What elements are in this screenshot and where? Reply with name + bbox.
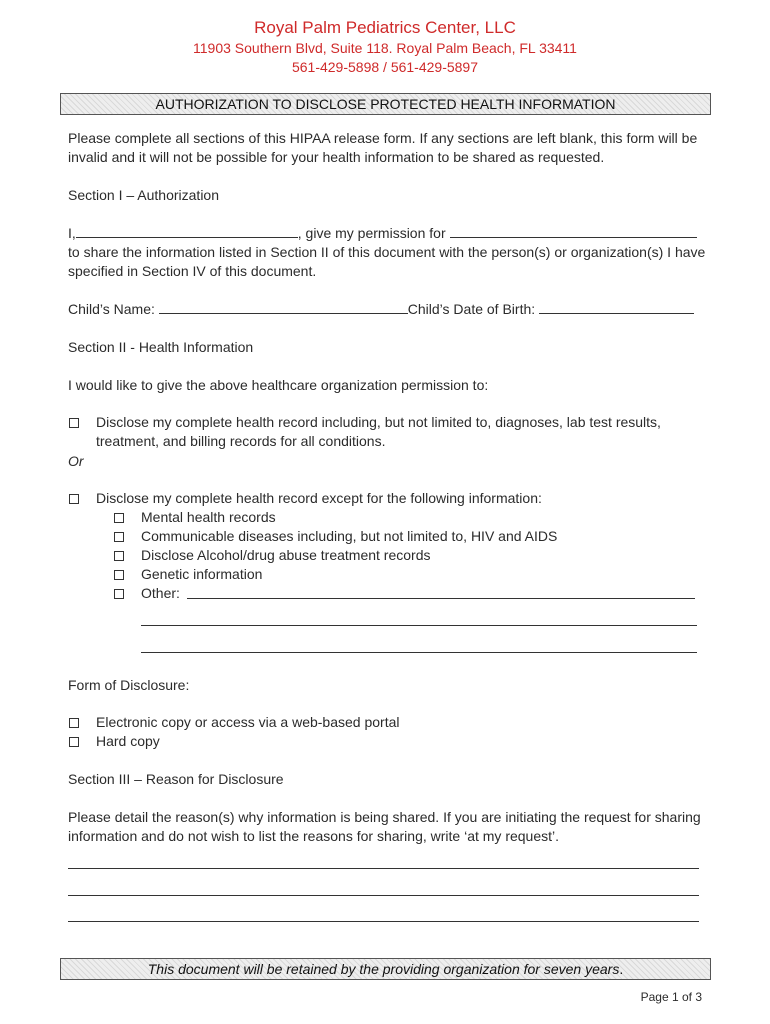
authorization-body: to share the information listed in Section II of this document with the person(s) or organization(s) I have specified in Section IV of this document. [68, 244, 706, 279]
hard-copy-checkbox[interactable] [69, 737, 79, 747]
recipient-organization-field[interactable] [450, 224, 697, 238]
section-1-subtitle: Authorization [137, 187, 219, 203]
child-info-line [68, 300, 694, 319]
exception-substance-abuse: Disclose Alcohol/drug abuse treatment records [141, 547, 431, 563]
hard-copy-option: Hard copy [96, 733, 160, 749]
section-2-intro: I would like to give the above healthcare organization permission to: [68, 377, 489, 393]
organization-phones: 561-429-5898 / 561-429-5897 [291, 59, 479, 75]
child-dob-label: Child’s Date of Birth: [407, 301, 536, 317]
electronic-copy-option: Electronic copy or access via a web-based portal [96, 714, 400, 730]
section-2-title: Section II - [68, 339, 135, 355]
other-field-line-1[interactable] [187, 598, 695, 599]
section-2-heading [68, 338, 253, 357]
reason-line-1[interactable] [68, 868, 699, 869]
child-name-label: Child’s Name: [68, 301, 155, 317]
exception-other: Other: [141, 585, 180, 601]
partial-record-option: Disclose my complete health record except for the following information: [96, 490, 542, 506]
retention-period: . [619, 961, 624, 977]
organization-name: Royal Palm Pediatrics Center, LLC [254, 18, 516, 37]
retention-text: This document will be retained by the providing organization for seven years [147, 961, 620, 977]
form-title: AUTHORIZATION TO DISCLOSE PROTECTED HEALTH INFORMATION [155, 96, 616, 112]
other-checkbox[interactable] [114, 589, 124, 599]
exception-genetic-info: Genetic information [141, 566, 263, 582]
mental-health-checkbox[interactable] [114, 513, 124, 523]
exception-mental-health: Mental health records [141, 509, 276, 525]
page-number: Page 1 of 3 [640, 990, 702, 1004]
electronic-copy-checkbox[interactable] [69, 718, 79, 728]
child-dob-field[interactable] [539, 300, 694, 314]
reason-line-3[interactable] [68, 921, 699, 922]
intro-text: Please complete all sections of this HIPAA release form. If any sections are left blank, this form will be invalid and it will not be possible for your health information to be shared as requested. [68, 130, 698, 165]
communicable-disease-checkbox[interactable] [114, 532, 124, 542]
partial-record-checkbox[interactable] [69, 494, 79, 504]
section-3-subtitle: – Reason for Disclosure [134, 771, 284, 787]
authorization-line [68, 224, 708, 243]
patient-name-field[interactable] [76, 224, 298, 238]
permission-text: , give my permission for [297, 225, 446, 241]
other-field-line-3[interactable] [141, 652, 697, 653]
full-record-option: Disclose my complete health record including, but not limited to, diagnoses, lab test results, treatment, and billing records for all conditions. [96, 414, 661, 449]
or-label: Or [68, 453, 84, 469]
exception-communicable-disease: Communicable diseases including, but not limited to, HIV and AIDS [141, 528, 558, 544]
child-name-field[interactable] [159, 300, 408, 314]
form-of-disclosure-label: Form of Disclosure: [68, 677, 190, 693]
organization-address: 11903 Southern Blvd, Suite 118. Royal Palm Beach, FL 33411 [193, 40, 577, 56]
section-3-title: Section III [68, 771, 131, 787]
title-banner [60, 93, 711, 115]
section-3-heading [68, 770, 284, 789]
reason-line-2[interactable] [68, 895, 699, 896]
section-3-instructions: Please detail the reason(s) why information is being shared. If you are initiating the request for sharing information and do not wish to list the reasons for sharing, write ‘at my request’. [68, 809, 701, 844]
full-record-checkbox[interactable] [69, 418, 79, 428]
retention-notice [61, 959, 710, 979]
authorization-prefix: I, [68, 225, 76, 241]
retention-banner [60, 958, 711, 980]
section-2-subtitle: Health Information [138, 339, 254, 355]
genetic-info-checkbox[interactable] [114, 570, 124, 580]
substance-abuse-checkbox[interactable] [114, 551, 124, 561]
section-1-title: Section I – [68, 187, 135, 203]
section-1-heading [68, 186, 219, 205]
other-field-line-2[interactable] [141, 625, 697, 626]
